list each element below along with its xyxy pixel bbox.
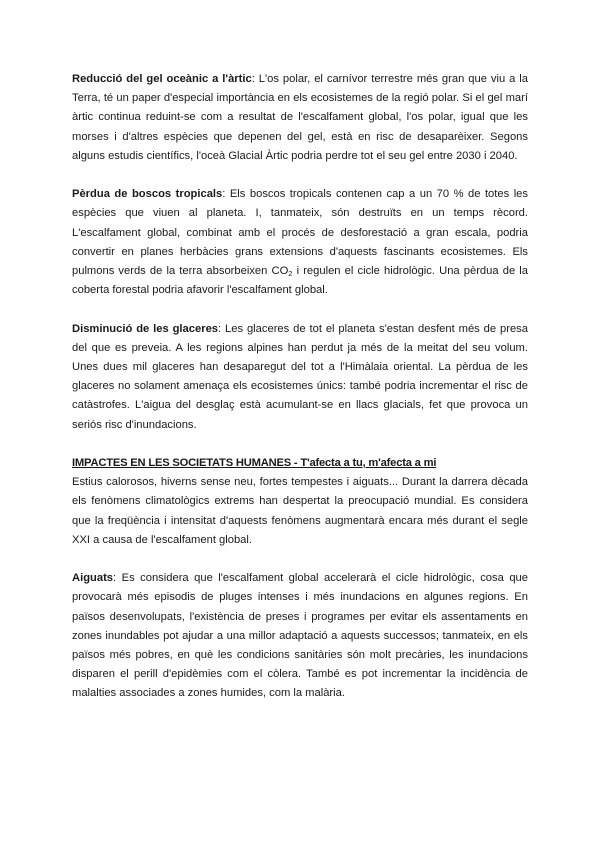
paragraph-glaciers	[72, 320, 528, 435]
term-tropical-forests: Pèrdua de boscos tropicals	[72, 188, 223, 201]
document-page	[72, 70, 528, 723]
text-glaciers: : Les glaceres de tot el planeta s'estan desfent més de presa del que es preveia. A les regions alpines han perdut ja més de la meitat del seu volum. Unes dues mil glaceres han desaparegut del tot a l'Himàlaia oriental. La pèrdua de les glaceres no solament amenaça els ecosistemes únics: també podria incrementar el risc de catàstrofes. L'aigua del desglaç està acumulant-se en llacs glacials, fet que provoca un seriós risc d'inundacions.	[72, 322, 528, 431]
co2-subscript: 2	[288, 269, 293, 279]
text-floods: : Es considera que l'escalfament global accelerarà el cicle hidrològic, cosa que provocarà més episodis de pluges intenses i més inundacions en algunes regions. En països desenvolupats, l'existència de preses i programes per evitar els assentaments en zones inundables pot ajudar a una millor adaptació a aquests successos; tanmateix, en els països més pobres, en què les condicions sanitàries són molt precàries, les inundacions disparen el perill d'epidèmies com el còlera. També es pot incrementar la incidència de malalties associades a zones humides, com la malària.	[72, 572, 528, 700]
paragraph-arctic-ice	[72, 70, 528, 166]
heading-impacts: IMPACTES EN LES SOCIETATS HUMANES - T'afecta a tu, m'afecta a mi	[72, 457, 437, 470]
text-tropical-forests-part2: i regulen el cicle hidrològic. Una pèrdua de la coberta forestal podria afavorir l'escalfament global.	[72, 265, 529, 297]
paragraph-impacts: Estius calorosos, hiverns sense neu, fortes tempestes i aiguats... Durant la darrera dècada els fenòmens climatològics extrems han despertat la preocupació mundial. Es considera que la freqüència i intensitat d'aquests fenòmens augmentarà encara més durant el segle XXI a causa de l'escalfament global.	[72, 476, 528, 546]
text-tropical-forests-part1: : Els boscos tropicals contenen cap a un 70 % de totes les espècies que viuen al planeta. I, tanmateix, són destruïts en un temps rècord. L'escalfament global, combinat amb el procés de desforestació a gran escala, podria convertir en planes herbàcies grans extensions d'aquests fascinants ecosistemes. Els pulmons verds de la terra absorbeixen CO	[72, 188, 528, 278]
paragraph-tropical-forests	[72, 185, 528, 300]
term-arctic-ice: Reducció del gel oceànic a l'àrtic	[72, 73, 252, 85]
text-arctic-ice: : L'os polar, el carnívor terrestre més gran que viu a la Terra, té un paper d'especial importància en els ecosistemes de la regió polar. Si el gel marí àrtic continua reduint-se com a resultat de l'escalfament global, l'os polar, igual que les morses i d'altres espècies que depenen del gel, està en risc de desaparèixer. Segons alguns estudis científics, l'oceà Glacial Àrtic podria perdre tot el seu gel entre 2030 i 2040.	[72, 73, 528, 162]
term-glaciers: Disminució de les glaceres	[72, 322, 219, 335]
term-floods: Aiguats	[72, 572, 114, 585]
paragraph-floods	[72, 569, 528, 703]
section-impacts	[72, 454, 528, 550]
